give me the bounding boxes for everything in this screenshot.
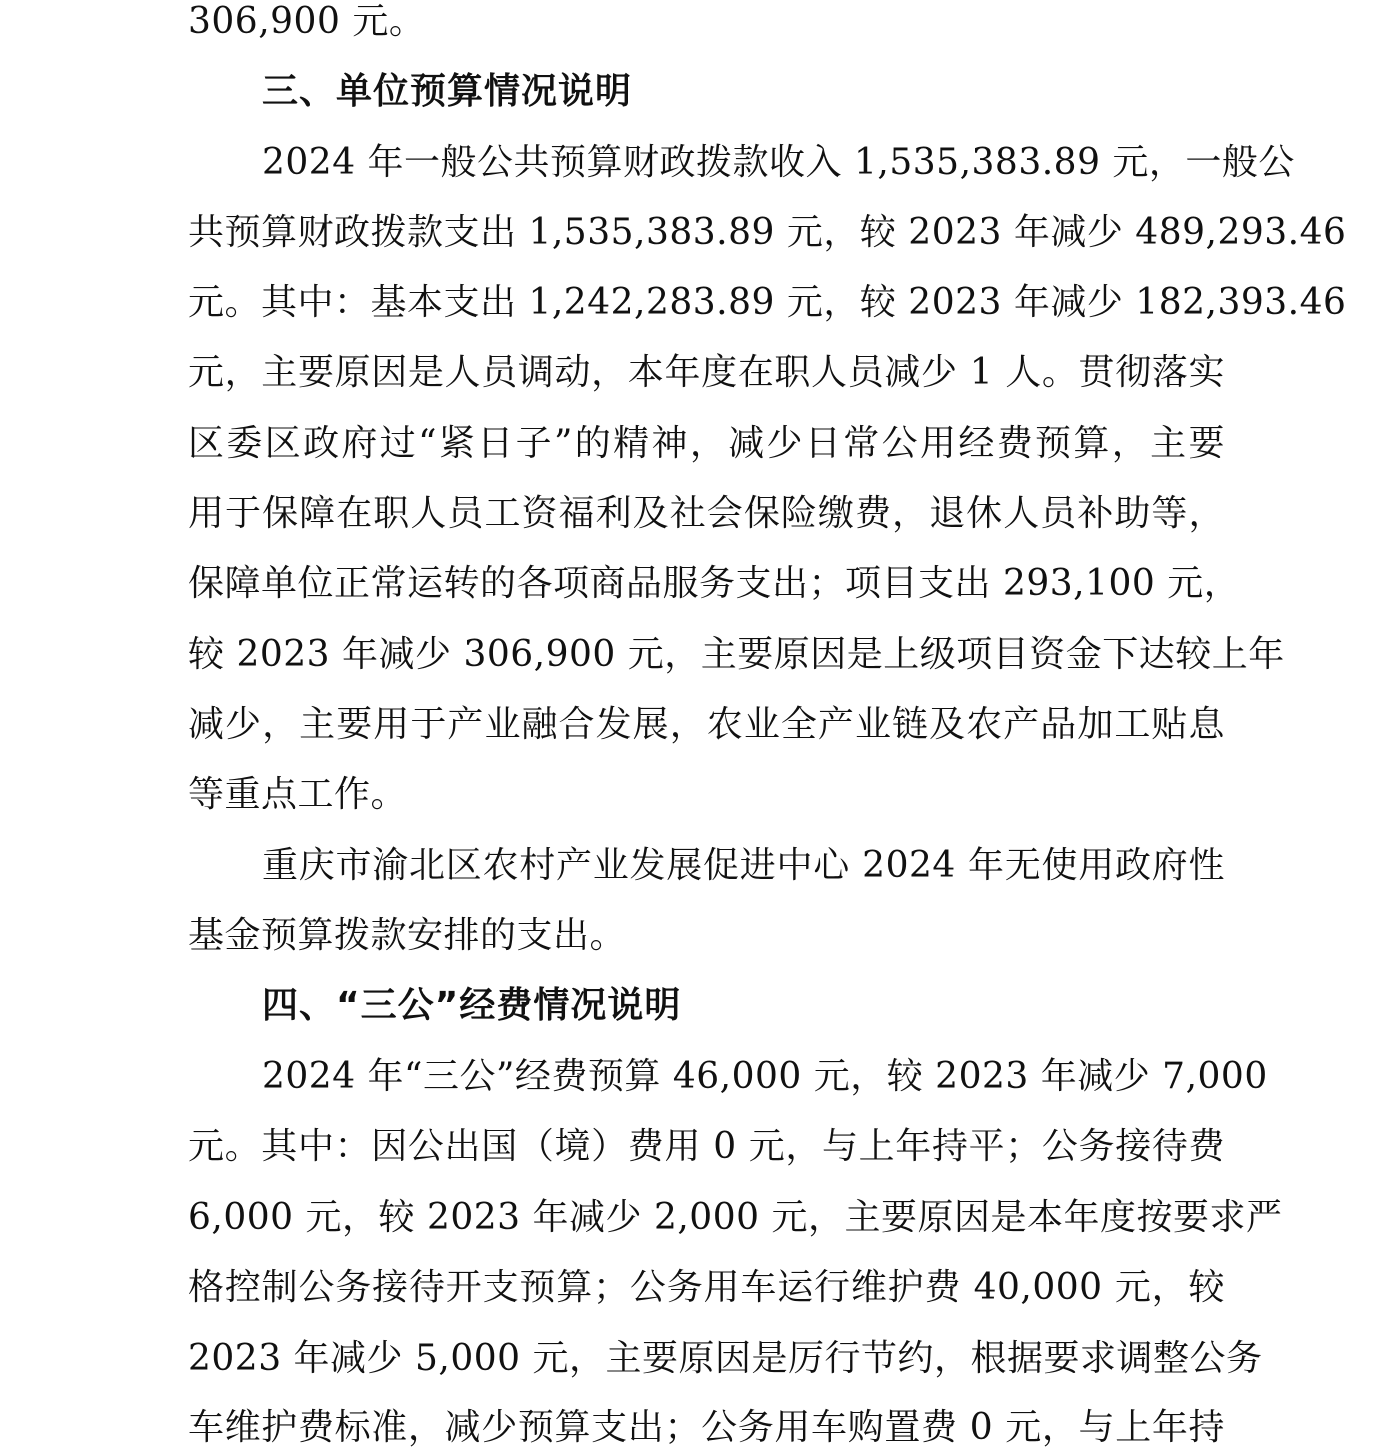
paragraph-line: 车维护费标准，减少预算支出；公务用车购置费 0 元，与上年持 <box>188 1407 1225 1448</box>
paragraph-line: 等重点工作。 <box>188 774 408 815</box>
paragraph-line: 较 2023 年减少 306,900 元，主要原因是上级项目资金下达较上年 <box>188 634 1285 675</box>
paragraph-line: 元，主要原因是人员调动，本年度在职人员减少 1 人。贯彻落实 <box>188 352 1225 393</box>
paragraph-fragment-line: 306,900 元。 <box>188 1 426 42</box>
paragraph-line: 重庆市渝北区农村产业发展促进中心 2024 年无使用政府性 <box>262 845 1225 886</box>
paragraph-line: 格控制公务接待开支预算；公务用车运行维护费 40,000 元，较 <box>188 1267 1225 1308</box>
paragraph-line: 区委区政府过“紧日子”的精神，减少日常公用经费预算，主要 <box>188 423 1225 464</box>
section-heading-budget: 三、单位预算情况说明 <box>262 71 633 112</box>
paragraph-line: 元。其中：基本支出 1,242,283.89 元，较 2023 年减少 182,393.46 <box>188 282 1347 323</box>
paragraph-line: 共预算财政拨款支出 1,535,383.89 元，较 2023 年减少 489,293.46 <box>188 212 1347 253</box>
paragraph-line: 6,000 元，较 2023 年减少 2,000 元，主要原因是本年度按要求严 <box>188 1197 1283 1238</box>
paragraph-line: 减少，主要用于产业融合发展，农业全产业链及农产品加工贴息 <box>188 704 1225 745</box>
paragraph-line: 基金预算拨款安排的支出。 <box>188 915 627 956</box>
paragraph-line: 2024 年“三公”经费预算 46,000 元，较 2023 年减少 7,000 <box>262 1056 1268 1097</box>
paragraph-line: 元。其中：因公出国（境）费用 0 元，与上年持平；公务接待费 <box>188 1126 1225 1167</box>
paragraph-line: 用于保障在职人员工资福利及社会保险缴费，退休人员补助等， <box>188 493 1225 534</box>
paragraph-line: 保障单位正常运转的各项商品服务支出；项目支出 293,100 元， <box>188 563 1241 604</box>
paragraph-line: 2023 年减少 5,000 元，主要原因是厉行节约，根据要求调整公务 <box>188 1338 1263 1379</box>
section-heading-three-public-expenses: 四、“三公”经费情况说明 <box>262 985 682 1026</box>
paragraph-line: 2024 年一般公共预算财政拨款收入 1,535,383.89 元，一般公 <box>262 142 1295 183</box>
